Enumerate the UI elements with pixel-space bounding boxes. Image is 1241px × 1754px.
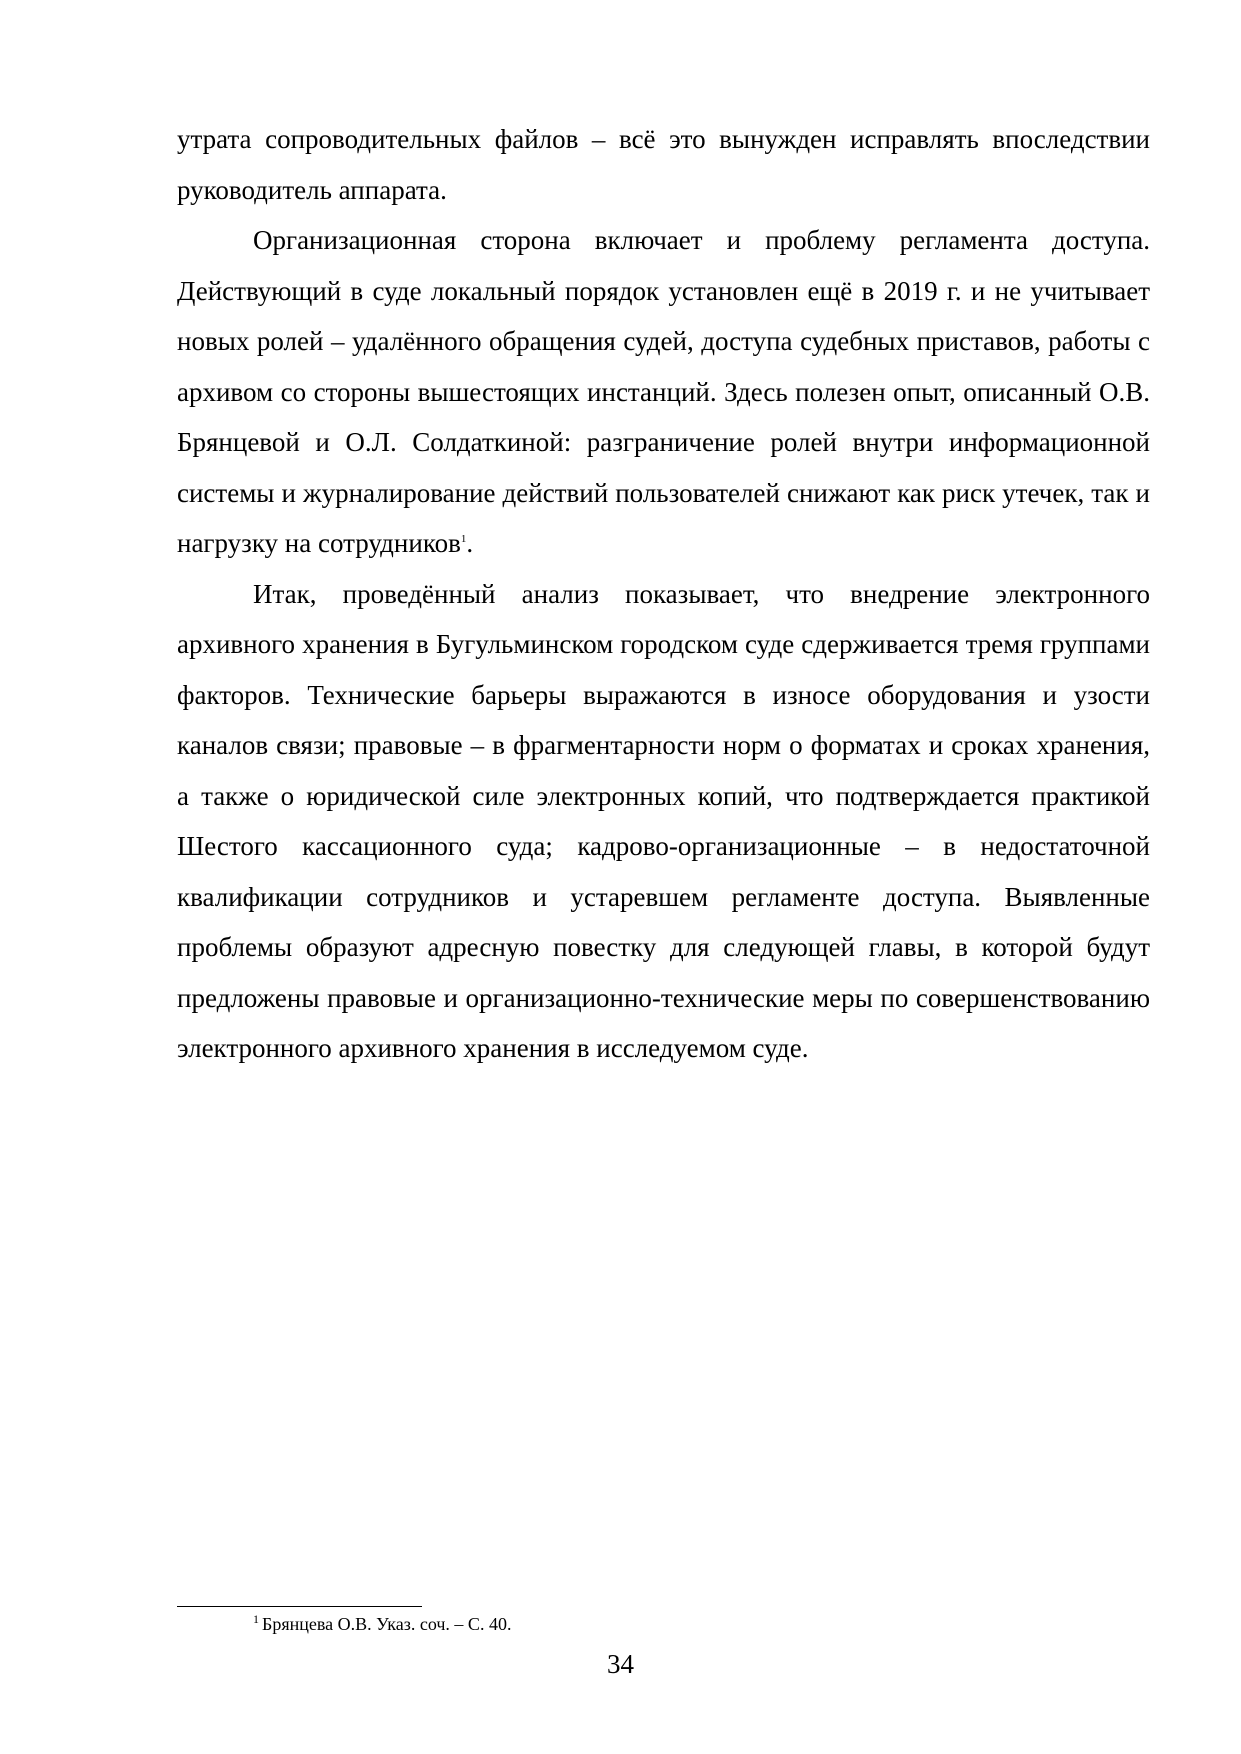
footnote-number: 1: [253, 1612, 259, 1626]
footnote-reference[interactable]: 1: [460, 533, 467, 545]
body-text: [177, 114, 1150, 1074]
footnote-separator: [177, 1606, 422, 1607]
footnote: [253, 1612, 511, 1636]
paragraph-access-regulation-text: Организационная сторона включает и проблему регламента доступа. Действующий в суде локальный порядок установлен ещё в 2019 г. и не учитывает новых ролей – удалённого обращения судей, доступа судебных приставов, работы с архивом со стороны вышестоящих инстанций. Здесь полезен опыт, описанный О.В. Брянцевой и О.Л. Солдаткиной: разграничение ролей внутри информационной системы и журналирование действий пользователей снижают как риск утечек, так и нагрузку на сотрудников: [177, 225, 1150, 558]
paragraph-end-punctuation: .: [466, 528, 474, 558]
page-number: 34: [607, 1649, 634, 1679]
paragraph-conclusion: Итак, проведённый анализ показывает, что внедрение электронного архивного хранения в Бугульминском городском суде сдерживается тремя группами факторов. Технические барьеры выражаются в износе оборудования и узости каналов связи; правовые – в фрагментарности норм о форматах и сроках хранения, а также о юридической силе электронных копий, что подтверждается практикой Шестого кассационного суда; кадрово-организационные – в недостаточной квалификации сотрудников и устаревшем регламенте доступа. Выявленные проблемы образуют адресную повестку для следующей главы, в которой будут предложены правовые и организационно-технические меры по совершенствованию электронного архивного хранения в исследуемом суде.: [177, 578, 1150, 1063]
paragraph-continuation: утрата сопроводительных файлов – всё это вынужден исправлять впоследствии руководитель аппарата.: [177, 124, 1150, 205]
paragraph-access-regulation: [177, 215, 1150, 569]
footnote-text: Брянцева О.В. Указ. соч. – С. 40.: [262, 1614, 512, 1634]
